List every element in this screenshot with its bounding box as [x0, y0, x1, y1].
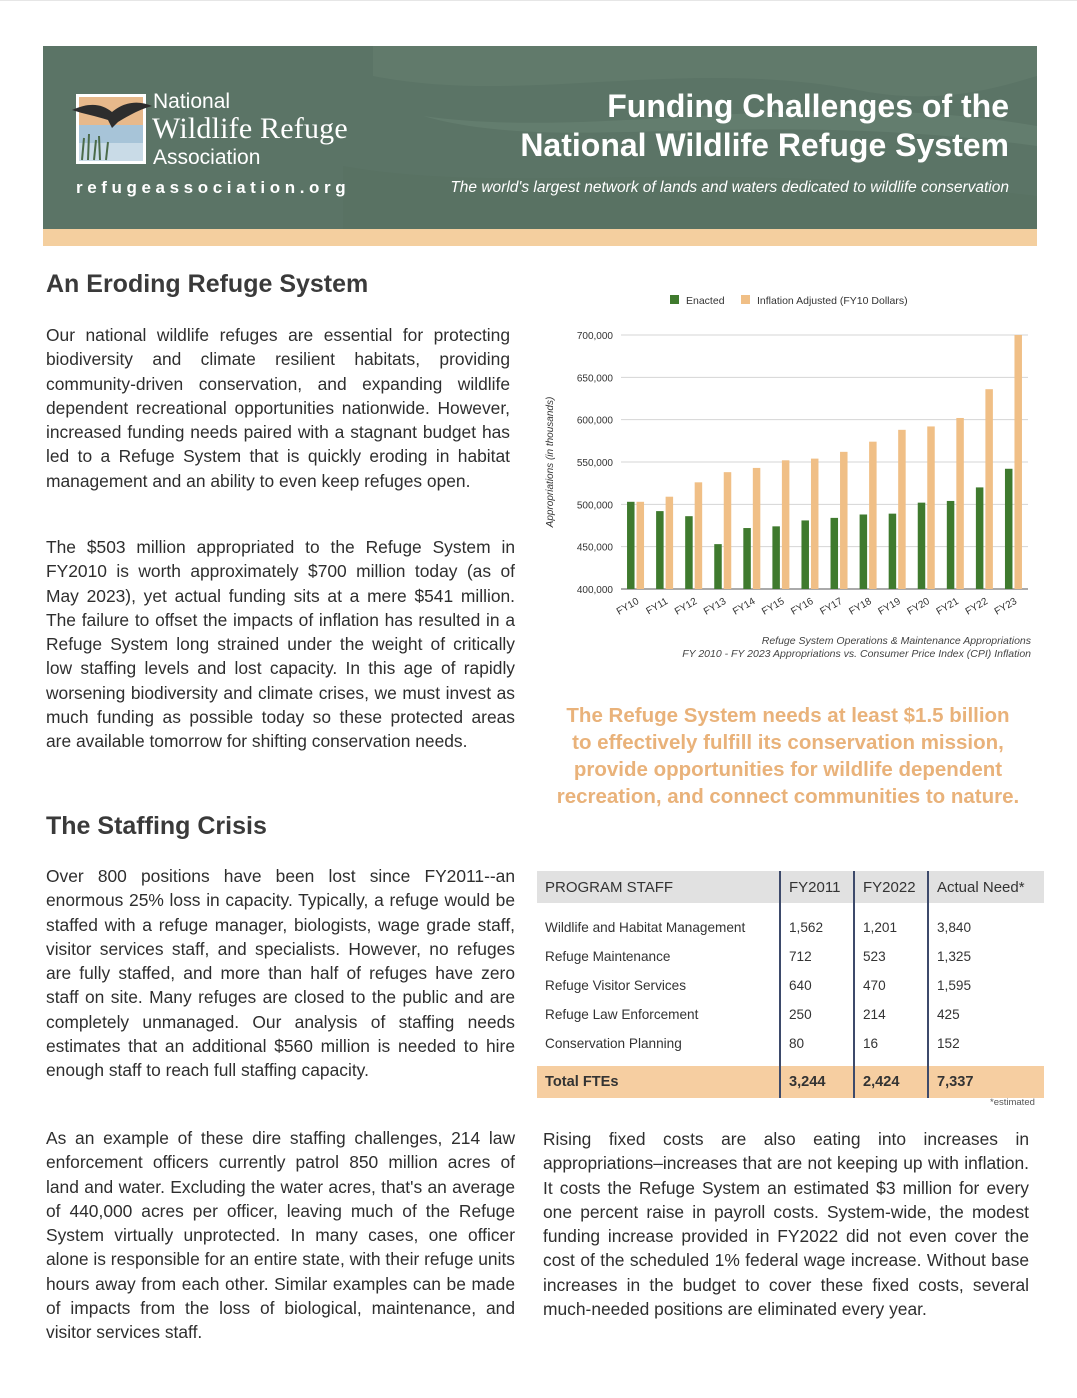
chart-bar-enacted-fy17 [831, 518, 839, 589]
chart-bar-inflation-adjusted-fy16 [811, 459, 819, 589]
page-title-line2: National Wildlife Refuge System [520, 127, 1009, 163]
table-total-fy2011: 3,244 [780, 1066, 854, 1098]
page-subtitle: The world's largest network of lands and waters dedicated to wildlife conservation [450, 179, 1009, 196]
table-cell-actual-need: 425 [928, 1000, 1044, 1029]
table-row [537, 1000, 1044, 1029]
chart-x-tick-label: FY18 [847, 596, 874, 618]
chart-caption-line1: Refuge System Operations & Maintenance Appropriations [761, 635, 1031, 647]
chart-y-tick-label: 700,000 [576, 331, 613, 342]
table-row [537, 971, 1044, 1000]
chart-bar-inflation-adjusted-fy23 [1014, 335, 1022, 589]
chart-bar-inflation-adjusted-fy11 [666, 497, 674, 589]
chart-y-tick-label: 450,000 [576, 542, 613, 554]
paragraph-eroding-1: Our national wildlife refuges are essential for protecting biodiversity and climate resilient habitats, providing community-driven conservation, and expanding wildlife dependent recreational opportunities nationwide. However, increased funding needs paired with a stagnant budget has led to a Refuge System that is quickly eroding in habitat management and an ability to even keep refuges open. [46, 325, 510, 491]
table-row [537, 903, 1044, 942]
chart-x-tick-label: FY11 [644, 596, 671, 618]
chart-y-tick-label: 650,000 [576, 373, 613, 385]
chart-legend-label: Enacted [686, 295, 725, 307]
chart-bar-inflation-adjusted-fy10 [637, 502, 645, 589]
header-accent-band [43, 229, 1037, 246]
table-cell-fy2022: 1,201 [854, 903, 928, 942]
table-total-label: Total FTEs [537, 1066, 780, 1098]
table-cell-program: Refuge Maintenance [545, 949, 671, 964]
chart-legend-label: Inflation Adjusted (FY10 Dollars) [757, 295, 908, 307]
chart-x-tick-label: FY15 [760, 596, 787, 618]
callout-line2: to effectively fulfill its conservation mission, [572, 731, 1004, 754]
chart-bar-enacted-fy12 [685, 516, 693, 589]
table-header-fy2022: FY2022 [854, 871, 928, 903]
chart-bar-inflation-adjusted-fy12 [695, 482, 703, 589]
chart-bar-enacted-fy23 [1005, 469, 1013, 589]
chart-y-tick-label: 600,000 [576, 415, 613, 427]
table-cell-fy2011: 712 [780, 942, 854, 971]
table-footnote-estimated: *estimated [990, 1097, 1035, 1108]
table-cell-fy2011: 250 [780, 1000, 854, 1029]
chart-bar-enacted-fy21 [947, 501, 955, 589]
table-header-actual-need: Actual Need* [928, 871, 1044, 903]
chart-x-tick-label: FY19 [876, 596, 903, 618]
chart-legend-swatch [670, 295, 679, 304]
program-staff-table-wrap [537, 871, 1044, 1098]
chart-x-tick-label: FY17 [818, 596, 845, 618]
table-cell-actual-need: 152 [928, 1029, 1044, 1066]
chart-bar-inflation-adjusted-fy21 [956, 418, 964, 589]
page-top-border [0, 0, 1077, 1]
table-total-fy2022: 2,424 [854, 1066, 928, 1098]
table-total-row [537, 1066, 1044, 1098]
heading-staffing-crisis: The Staffing Crisis [46, 812, 267, 840]
callout-line1: The Refuge System needs at least $1.5 billion [566, 704, 1010, 727]
chart-x-tick-label: FY20 [905, 596, 932, 618]
appropriations-bar-chart [538, 283, 1038, 668]
chart-caption-line2: FY 2010 - FY 2023 Appropriations vs. Consumer Price Index (CPI) Inflation [682, 648, 1031, 660]
chart-x-tick-label: FY23 [992, 596, 1019, 618]
chart-bar-enacted-fy10 [627, 502, 635, 589]
chart-x-tick-label: FY21 [934, 596, 961, 618]
table-header-program-staff: PROGRAM STAFF [537, 871, 780, 903]
table-cell-program: Refuge Visitor Services [545, 978, 687, 993]
chart-bar-enacted-fy20 [918, 503, 926, 589]
logo-line-wildlife-refuge: Wildlife Refuge [152, 112, 348, 145]
chart-x-tick-label: FY16 [789, 596, 816, 618]
heading-eroding-refuge-system: An Eroding Refuge System [46, 270, 369, 298]
paragraph-staffing-2: As an example of these dire staffing challenges, 214 law enforcement officers currently patrol 850 million acres of land and water. Excluding the water acres, that's an average of 440,000 acres per officer, leaving much of the Refuge System virtually unprotected. In many cases, one officer alone is responsible for an entire state, with their refuge units hours away from each other. Similar examples can be made of impacts from the loss of biological, maintenance, and visitor services staff. [46, 1128, 515, 1343]
logo-line-national: National [153, 90, 231, 113]
chart-bar-enacted-fy15 [772, 526, 780, 589]
table-cell-actual-need: 3,840 [928, 903, 1044, 942]
chart-bar-enacted-fy19 [889, 514, 897, 589]
chart-x-tick-label: FY10 [614, 596, 642, 618]
chart-bar-inflation-adjusted-fy18 [869, 442, 877, 589]
logo-url: refugeassociation.org [76, 178, 351, 197]
funding-need-callout [538, 702, 1038, 810]
chart-bar-inflation-adjusted-fy22 [985, 389, 993, 589]
table-cell-fy2011: 640 [780, 971, 854, 1000]
chart-bar-inflation-adjusted-fy17 [840, 452, 848, 589]
table-row [537, 942, 1044, 971]
chart-bar-inflation-adjusted-fy15 [782, 460, 790, 589]
table-cell-fy2011: 1,562 [780, 903, 854, 942]
chart-x-tick-label: FY14 [731, 596, 758, 618]
chart-bar-enacted-fy22 [976, 487, 984, 589]
chart-bar-enacted-fy11 [656, 511, 664, 589]
chart-bar-inflation-adjusted-fy13 [724, 472, 732, 589]
table-cell-program: Conservation Planning [545, 1036, 682, 1051]
chart-legend-swatch [741, 295, 750, 304]
table-cell-fy2022: 214 [854, 1000, 928, 1029]
chart-y-tick-label: 500,000 [576, 500, 613, 512]
chart-bar-inflation-adjusted-fy19 [898, 430, 906, 589]
logo-line-association: Association [153, 146, 261, 169]
chart-y-tick-label: 550,000 [576, 458, 613, 469]
chart-bar-enacted-fy18 [860, 514, 868, 589]
chart-x-tick-label: FY12 [672, 596, 700, 618]
table-cell-actual-need: 1,325 [928, 942, 1044, 971]
paragraph-staffing-1: Over 800 positions have been lost since FY2011--an enormous 25% loss in capacity. Typically, a refuge would be staffed with a refuge manager, biologists, wage grade staff, visitor services staff, and specialists. However, no refuges are fully staffed, and more than half of refuges have zero staff on site. Many refuges are closed to the public and are completely unmanaged. Our analysis of staffing needs estimates that an additional $560 million is needed to hire enough staff to reach full staffing capacity. [46, 866, 515, 1081]
program-staff-table [537, 871, 1044, 1098]
chart-y-tick-label: 400,000 [576, 585, 613, 596]
table-cell-fy2011: 80 [780, 1029, 854, 1066]
chart-x-tick-label: FY13 [702, 596, 729, 618]
chart-bar-enacted-fy13 [714, 544, 722, 589]
table-row [537, 1029, 1044, 1066]
refuge-logo-icon [72, 88, 152, 164]
callout-line4: recreation, and connect communities to nature. [556, 785, 1020, 808]
chart-bar-enacted-fy14 [743, 528, 751, 589]
table-cell-program: Wildlife and Habitat Management [545, 920, 746, 935]
table-header-row [537, 871, 1044, 903]
paragraph-eroding-2: The $503 million appropriated to the Refuge System in FY2010 is worth approximately $700 million today (as of May 2023), yet actual funding sits at a mere $541 million. The failure to offset the impacts of inflation has resulted in a Refuge System long strained under the weight of critically low staffing levels and lost capacity. In this age of rapidly worsening biodiversity and climate crises, we must invest as much funding as possible today so these protected areas are available tomorrow for shifting conservation needs. [46, 537, 515, 752]
table-cell-fy2022: 16 [854, 1029, 928, 1066]
table-total-actual-need: 7,337 [928, 1066, 1044, 1098]
page-title-line1: Funding Challenges of the [607, 88, 1009, 124]
chart-y-axis-label: Appropriations (in thousands) [545, 396, 556, 528]
chart-bar-enacted-fy16 [801, 520, 809, 589]
table-cell-program: Refuge Law Enforcement [545, 1007, 699, 1022]
table-cell-actual-need: 1,595 [928, 971, 1044, 1000]
table-header-fy2011: FY2011 [780, 871, 854, 903]
chart-bar-inflation-adjusted-fy20 [927, 426, 935, 589]
chart-x-tick-label: FY22 [963, 596, 990, 618]
paragraph-fixed-costs: Rising fixed costs are also eating into increases in appropriations–increases that are not keeping up with inflation. It costs the Refuge System an estimated $3 million for every one percent raise in payroll costs. System-wide, the modest funding increase provided in FY2022 did not even cover the cost of the scheduled 1% federal wage increase. Without base increases in the budget to cover these fixed costs, several much-needed positions are eliminated every year. [543, 1129, 1029, 1320]
table-cell-fy2022: 470 [854, 971, 928, 1000]
table-cell-fy2022: 523 [854, 942, 928, 971]
callout-line3: provide opportunities for wildlife dependent [573, 758, 1003, 781]
chart-bar-inflation-adjusted-fy14 [753, 468, 761, 589]
